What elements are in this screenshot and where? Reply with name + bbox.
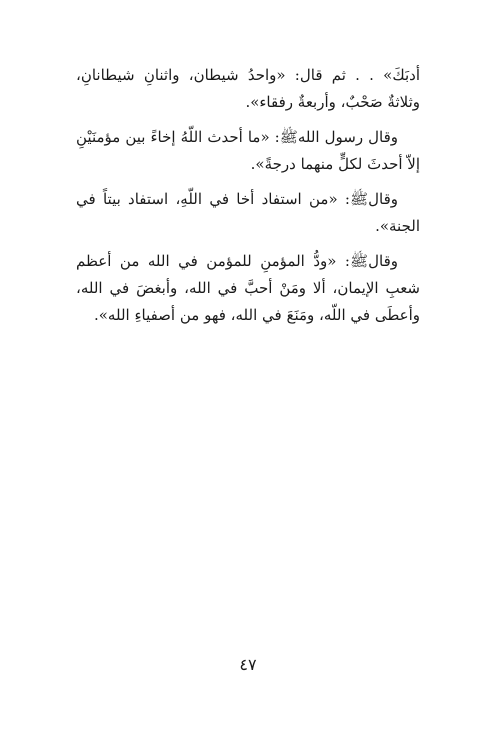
- page-number: ٤٧: [239, 655, 257, 674]
- body-text: [76, 62, 420, 337]
- paragraph-hadith-brotherhood: وقال رسول اللهﷺ: «ما أحدث اللّهُ إخاءً بين مؤمنَيْنِ إلاّ أحدثَ لكلٍّ منهما درجةً».: [76, 128, 420, 173]
- paragraph-hadith-companions: أدبَكَ» . . ثم قال: «واحدُ شيطان، واثنانِ شيطانانِ، وثلاثةٌ صَحْبٌ، وأربعةٌ رفقاء».: [76, 66, 420, 111]
- paragraph-hadith-brother-in-god: وقالﷺ: «من استفاد أخا في اللّهِ، استفاد بيتاً في الجنة».: [76, 190, 420, 235]
- paragraph-hadith-love-in-god: وقالﷺ: «ودُّ المؤمنِ للمؤمن في الله من أعظم شعبِ الإيمان، ألا ومَنْ أحبَّ في الله، وأبغضَ في الله، وأعطَى في اللّه، ومَنَعَ في الله، فهو من أصفياءِ الله».: [76, 252, 420, 324]
